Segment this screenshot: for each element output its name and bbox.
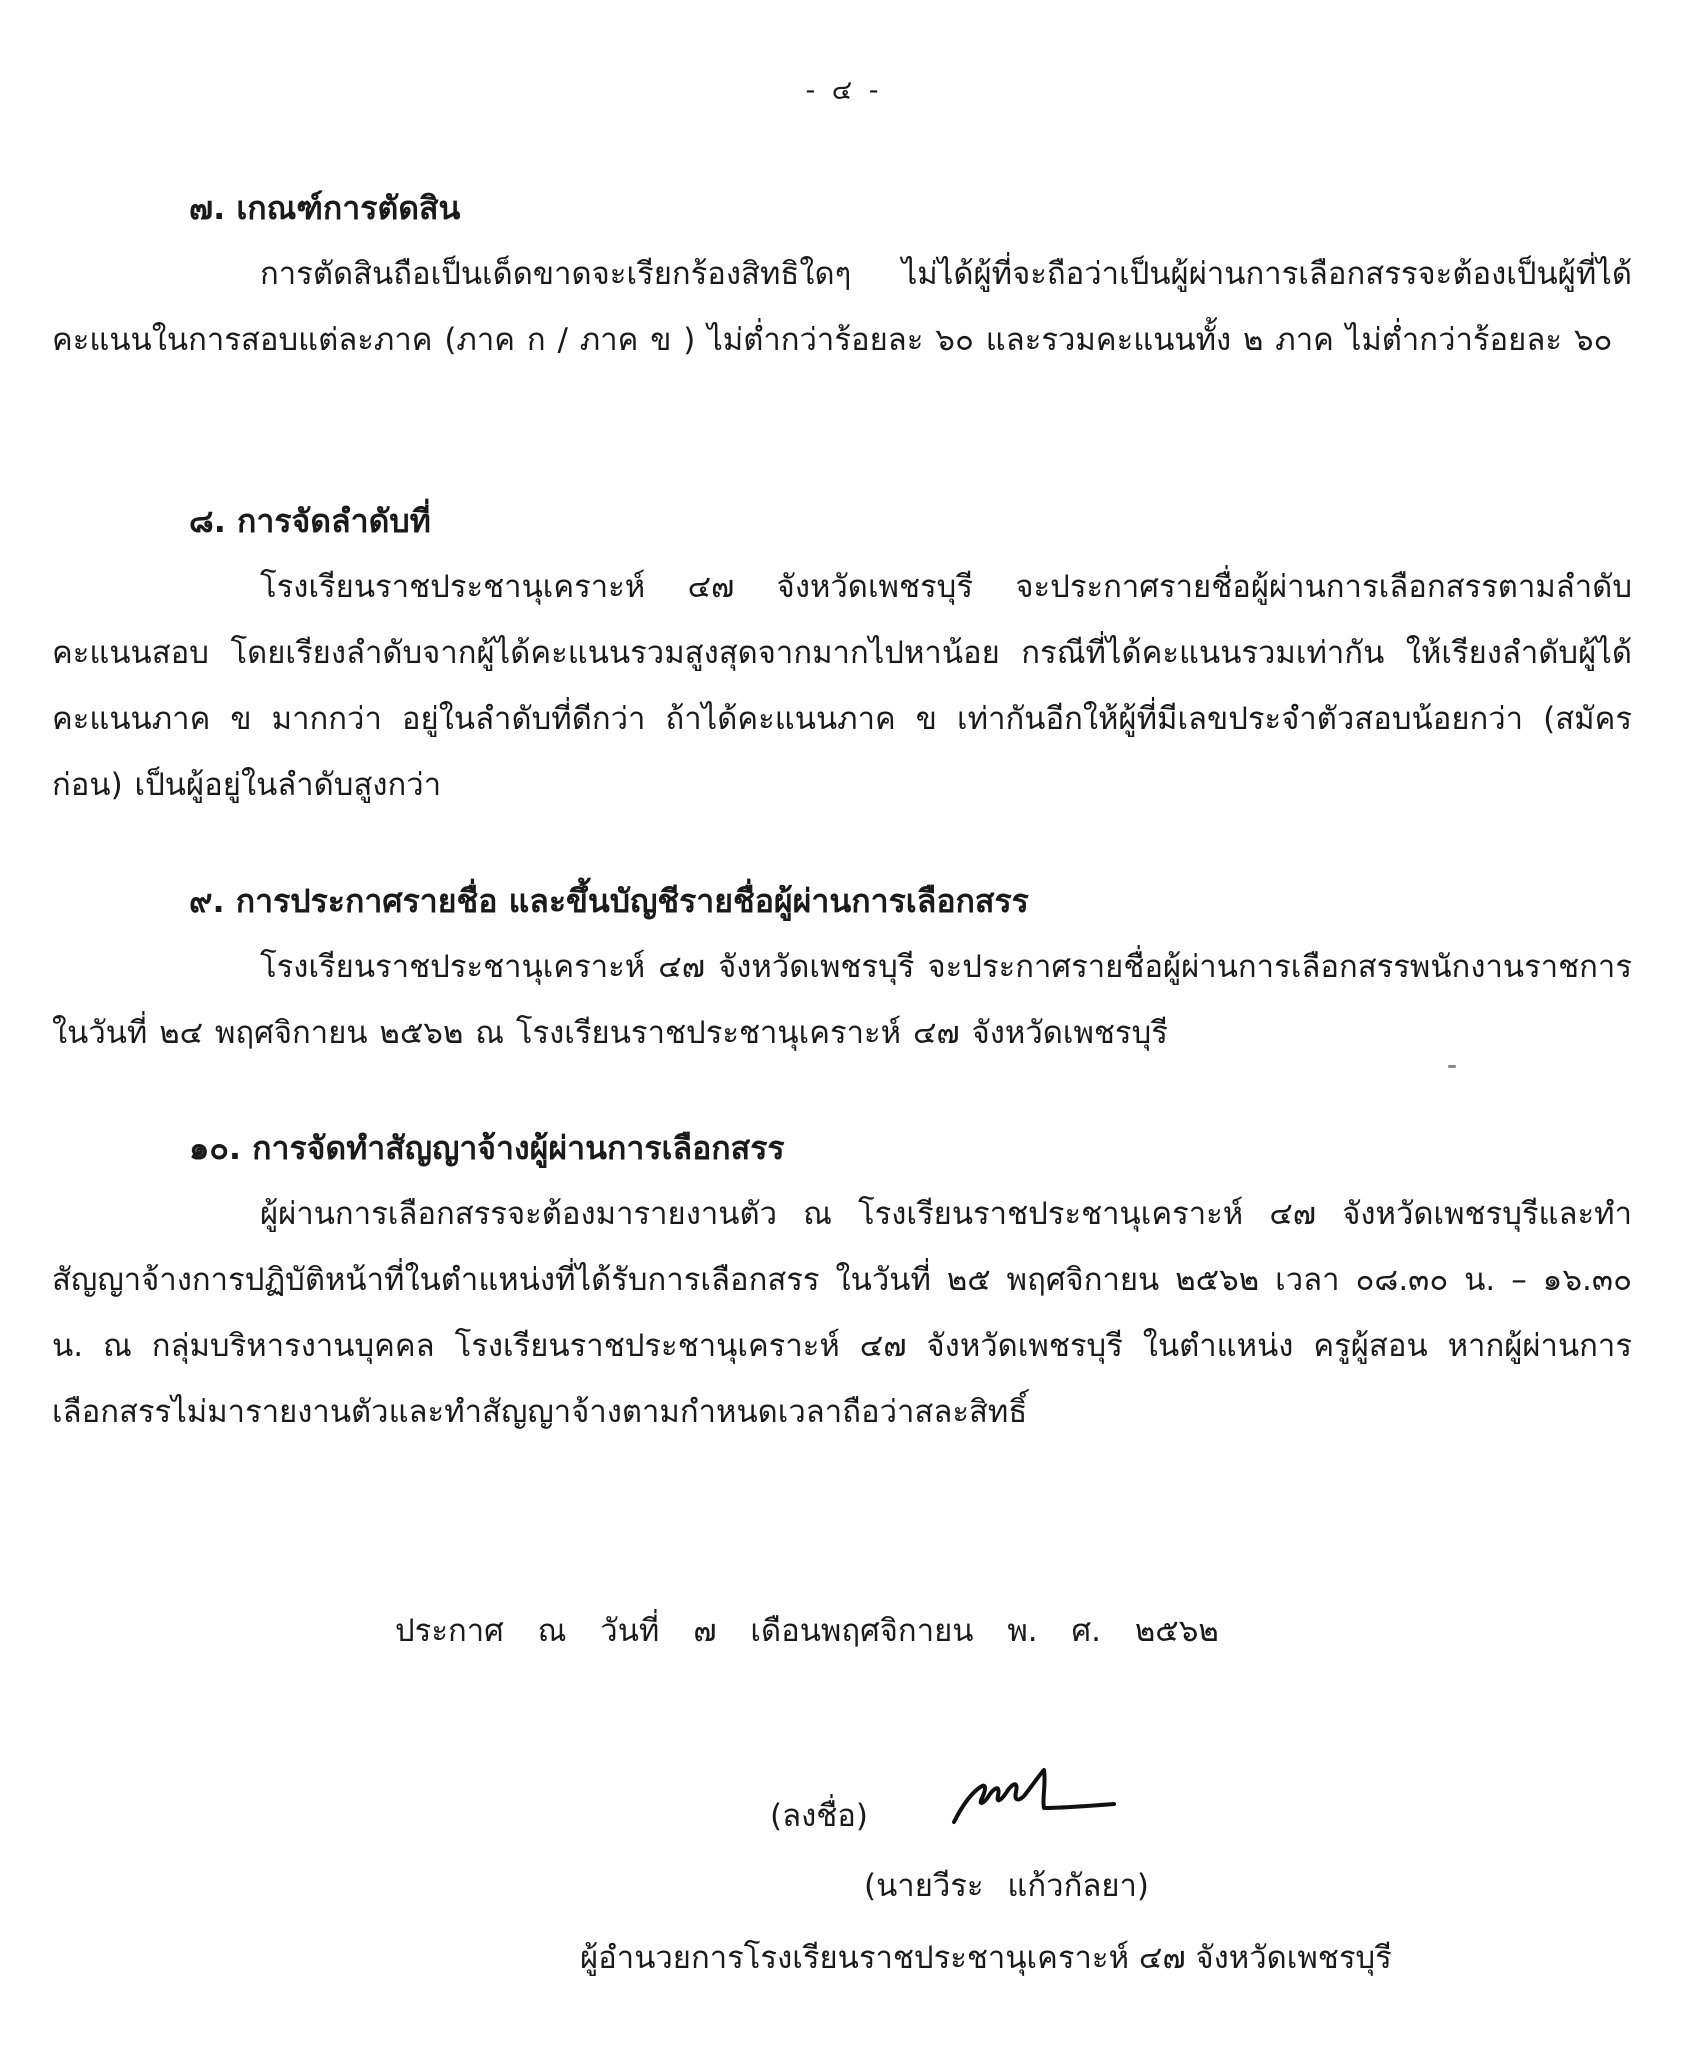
section-title: ๑๐. การจัดทำสัญญาจ้างผู้ผ่านการเลือกสรร <box>189 1129 785 1167</box>
section-contract <box>52 1115 1632 1445</box>
signer-position: ผู้อำนวยการโรงเรียนราชประชานุเคราะห์ ๔๗ จังหวัดเพชรบุรี <box>580 1940 1392 1976</box>
section-body: โรงเรียนราชประชานุเคราะห์ ๔๗ จังหวัดเพชรบุรี จะประกาศรายชื่อผู้ผ่านการเลือกสรรตามลำดับคะแนนสอบ โดยเรียงลำดับจากผู้ได้คะแนนรวมสูงสุดจากมากไปหาน้อย กรณีที่ได้คะแนนรวมเท่ากัน ให้เรียงลำดับผู้ได้คะแนนภาค ข มากกว่า อยู่ในลำดับที่ดีกว่า ถ้าได้คะแนนภาค ข เท่ากันอีกให้ผู้ที่มีเลขประจำตัวสอบน้อยกว่า (สมัครก่อน) เป็นผู้อยู่ในลำดับสูงกว่า <box>52 569 1632 803</box>
scan-speck <box>1448 1065 1456 1068</box>
section-judging-criteria <box>52 175 1632 373</box>
section-title: ๙. การประกาศรายชื่อ และขึ้นบัญชีรายชื่อผู้ผ่านการเลือกสรร <box>189 882 1029 920</box>
handwritten-signature <box>948 1760 1118 1840</box>
signer-name: (นายวีระ แก้วกัลยา) <box>864 1868 1150 1904</box>
section-title: ๗. เกณฑ์การตัดสิน <box>189 189 461 227</box>
section-body: การตัดสินถือเป็นเด็ดขาดจะเรียกร้องสิทธิใดๆ ไม่ได้ผู้ที่จะถือว่าเป็นผู้ผ่านการเลือกสรรจะต้องเป็นผู้ที่ได้คะแนนในการสอบแต่ละภาค (ภาค ก / ภาค ข ) ไม่ต่ำกว่าร้อยละ ๖๐ และรวมคะแนนทั้ง ๒ ภาค ไม่ต่ำกว่าร้อยละ ๖๐ <box>52 256 1632 358</box>
page-number: - ๔ - <box>805 75 883 106</box>
section-announcement <box>52 868 1632 1066</box>
signature-label: (ลงชื่อ) <box>770 1798 868 1834</box>
section-body: ผู้ผ่านการเลือกสรรจะต้องมารายงานตัว ณ โรงเรียนราชประชานุเคราะห์ ๔๗ จังหวัดเพชรบุรีและทำสัญญาจ้างการปฏิบัติหน้าที่ในตำแหน่งที่ได้รับการเลือกสรร ในวันที่ ๒๕ พฤศจิกายน ๒๕๖๒ เวลา ๐๘.๓๐ น. – ๑๖.๓๐ น. ณ กลุ่มบริหารงานบุคคล โรงเรียนราชประชานุเคราะห์ ๔๗ จังหวัดเพชรบุรี ในตำแหน่ง ครูผู้สอน หากผู้ผ่านการเลือกสรรไม่มารายงานตัวและทำสัญญาจ้างตามกำหนดเวลาถือว่าสละสิทธิ์ <box>52 1196 1632 1430</box>
section-title: ๘. การจัดลำดับที่ <box>189 502 431 540</box>
section-body: โรงเรียนราชประชานุเคราะห์ ๔๗ จังหวัดเพชรบุรี จะประกาศรายชื่อผู้ผ่านการเลือกสรรพนักงานราชการ ในวันที่ ๒๔ พฤศจิกายน ๒๕๖๒ ณ โรงเรียนราชประชานุเคราะห์ ๔๗ จังหวัดเพชรบุรี <box>52 949 1632 1051</box>
section-ranking <box>52 488 1632 818</box>
announcement-date: ประกาศ ณ วันที่ ๗ เดือนพฤศจิกายน พ. ศ. ๒๕๖๒ <box>395 1613 1219 1649</box>
